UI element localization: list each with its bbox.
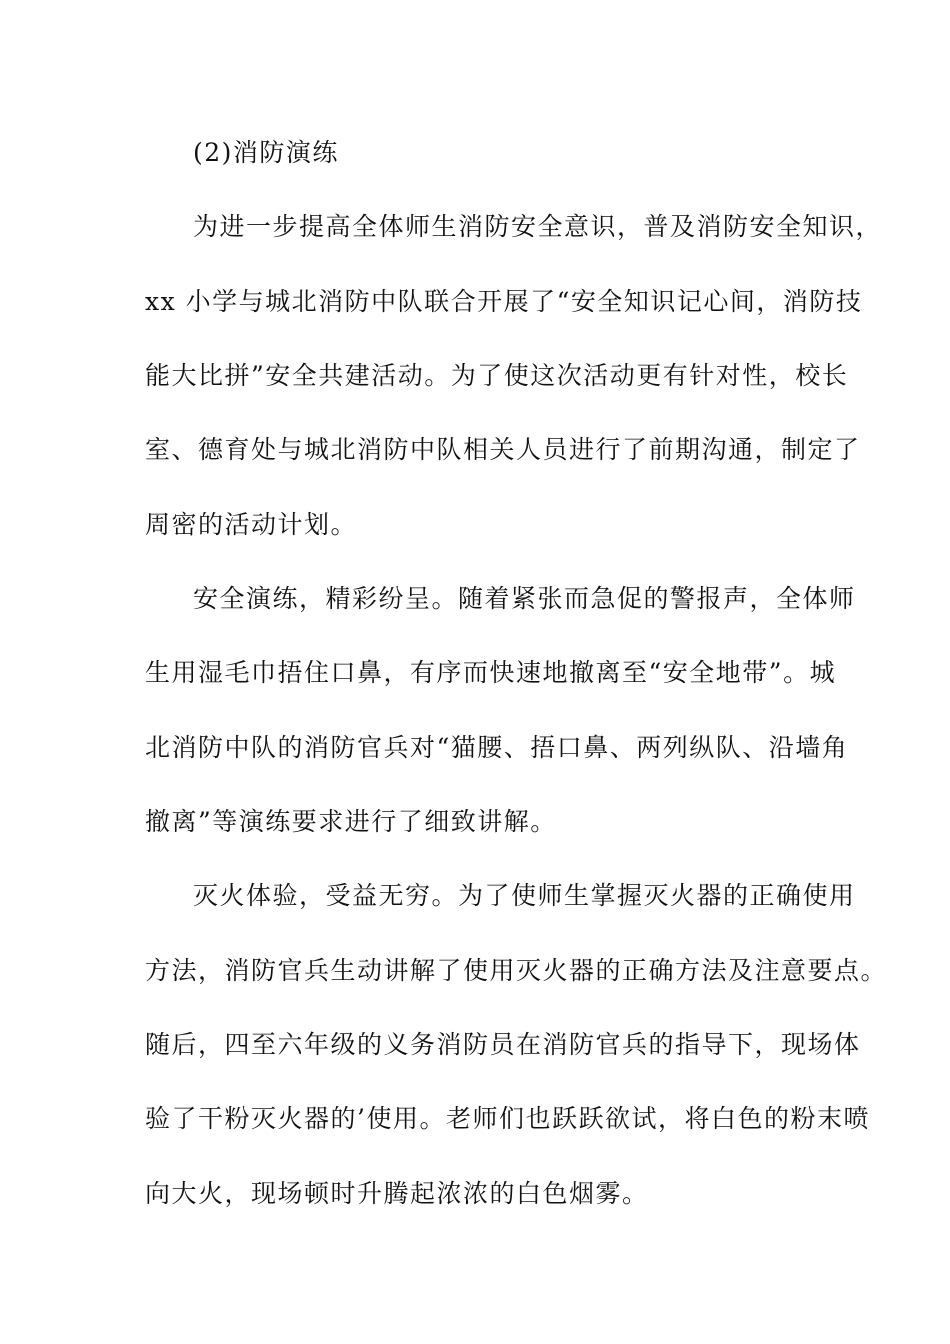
paragraph-1-line-4: 室、德育处与城北消防中队相关人员进行了前期沟通，制定了: [145, 435, 861, 464]
paragraph-2-line-1: 安全演练，精彩纷呈。随着紧张而急促的警报声，全体师: [193, 584, 856, 613]
paragraph-2-line-4: 撤离”等演练要求进行了细致讲解。: [145, 807, 557, 836]
paragraph-2-line-2: 生用湿毛巾捂住口鼻，有序而快速地撤离至“安全地带”。城: [145, 658, 837, 687]
paragraph-3-line-1: 灭火体验，受益无穷。为了使师生掌握灭火器的正确使用: [193, 881, 856, 910]
paragraph-1-line-5: 周密的活动计划。: [145, 510, 358, 539]
paragraph-1-line-2: xx 小学与城北消防中队联合开展了“安全知识记心间，消防技: [145, 287, 863, 316]
paragraph-1-line-1: 为进一步提高全体师生消防安全意识，普及消防安全知识，: [193, 212, 883, 241]
paragraph-2-line-3: 北消防中队的消防官兵对“猫腰、捂口鼻、两列纵队、沿墙角: [145, 733, 849, 762]
paragraph-3-line-4: 验了干粉灭火器的’使用。老师们也跃跃欲试，将白色的粉末喷: [145, 1104, 870, 1133]
paragraph-3-line-2: 方法，消防官兵生动讲解了使用灭火器的正确方法及注意要点。: [145, 956, 888, 985]
paragraph-1-line-3: 能大比拼”安全共建活动。为了使这次活动更有针对性，校长: [145, 361, 849, 390]
paragraph-3-line-5: 向大火，现场顿时升腾起浓浓的白色烟雾。: [145, 1179, 649, 1208]
section-heading: (2)消防演练: [193, 138, 339, 167]
paragraph-3-line-3: 随后，四至六年级的义务消防员在消防官兵的指导下，现场体: [145, 1030, 861, 1059]
